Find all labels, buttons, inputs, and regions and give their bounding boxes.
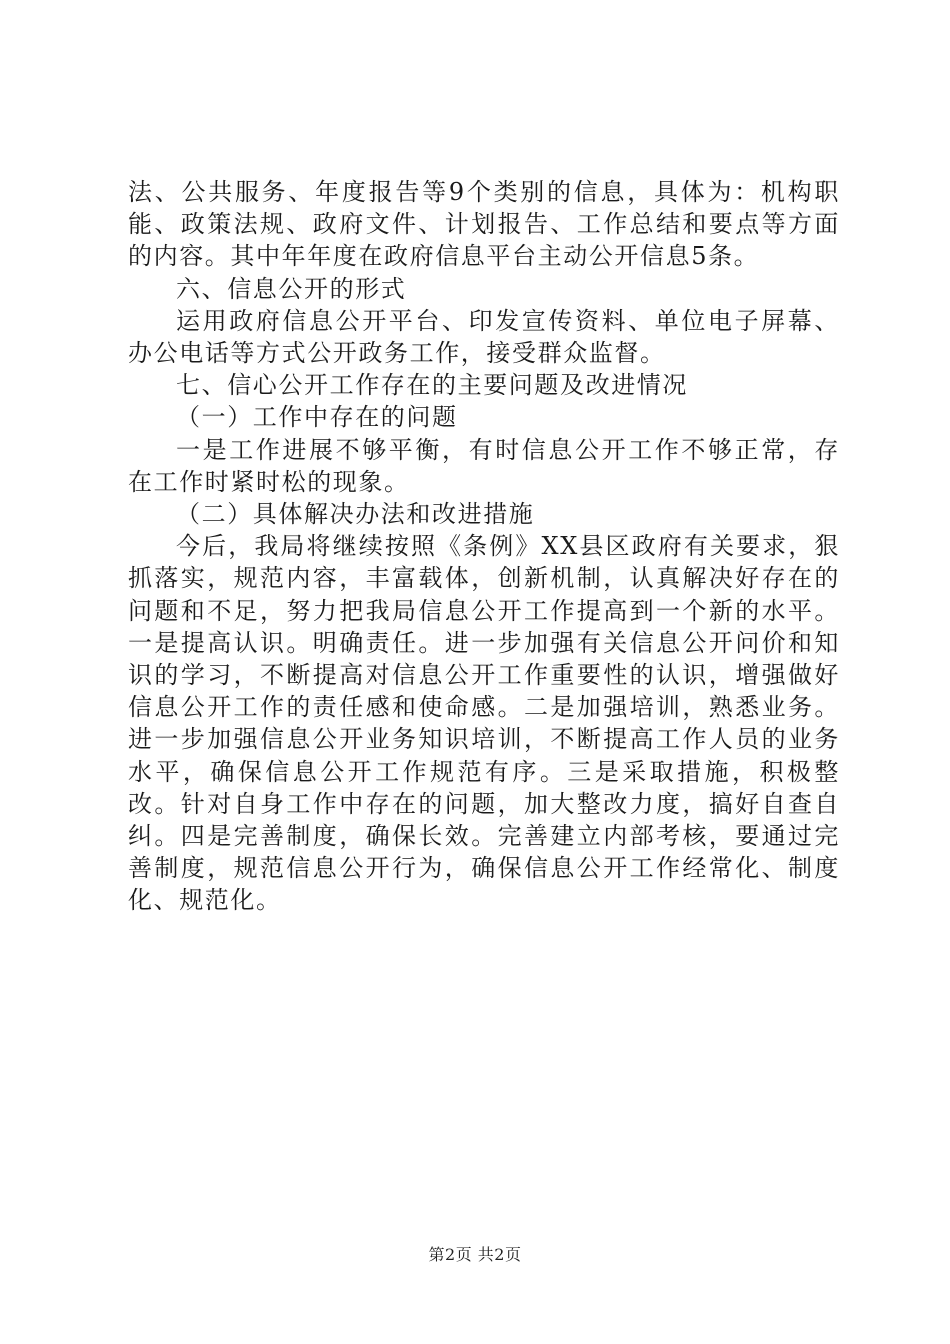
paragraph-existing-problems: 一是工作进展不够平衡，有时信息公开工作不够正常，存在工作时紧时松的现象。	[128, 435, 840, 496]
paragraph-disclosure-categories: 法、公共服务、年度报告等9个类别的信息，具体为：机构职能、政策法规、政府文件、计划报告、工作总结和要点等方面的内容。其中年年度在政府信息平台主动公开信息5条。	[128, 178, 840, 271]
section-heading-problems-improvements: 七、信心公开工作存在的主要问题及改进情况	[176, 371, 688, 400]
subheading-existing-problems: （一）工作中存在的问题	[176, 403, 458, 432]
page-footer	[0, 1245, 950, 1265]
paragraph-solutions-measures: 今后，我局将继续按照《条例》XX县区政府有关要求，狠抓落实，规范内容，丰富载体，创新机制，认真解决好存在的问题和不足，努力把我局信息公开工作提高到一个新的水平。一是提高认识。明确责任。进一步加强有关信息公开问价和知识的学习，不断提高对信息公开工作重要性的认识，增强做好信息公开工作的责任感和使命感。二是加强培训，熟悉业务。进一步加强信息公开业务知识培训，不断提高工作人员的业务水平，确保信息公开工作规范有序。三是采取措施，积极整改。针对自身工作中存在的问题，加大整改力度，搞好自查自纠。四是完善制度，确保长效。完善建立内部考核，要通过完善制度，规范信息公开行为，确保信息公开工作经常化、制度化、规范化。	[128, 532, 840, 915]
subheading-solutions-measures: （二）具体解决办法和改进措施	[176, 500, 535, 529]
section-heading-disclosure-form: 六、信息公开的形式	[176, 274, 407, 303]
page-number-label: 第2页 共2页	[428, 1245, 522, 1264]
document-body	[128, 176, 840, 917]
paragraph-disclosure-methods: 运用政府信息公开平台、印发宣传资料、单位电子屏幕、办公电话等方式公开政务工作，接受群众监督。	[128, 306, 840, 368]
